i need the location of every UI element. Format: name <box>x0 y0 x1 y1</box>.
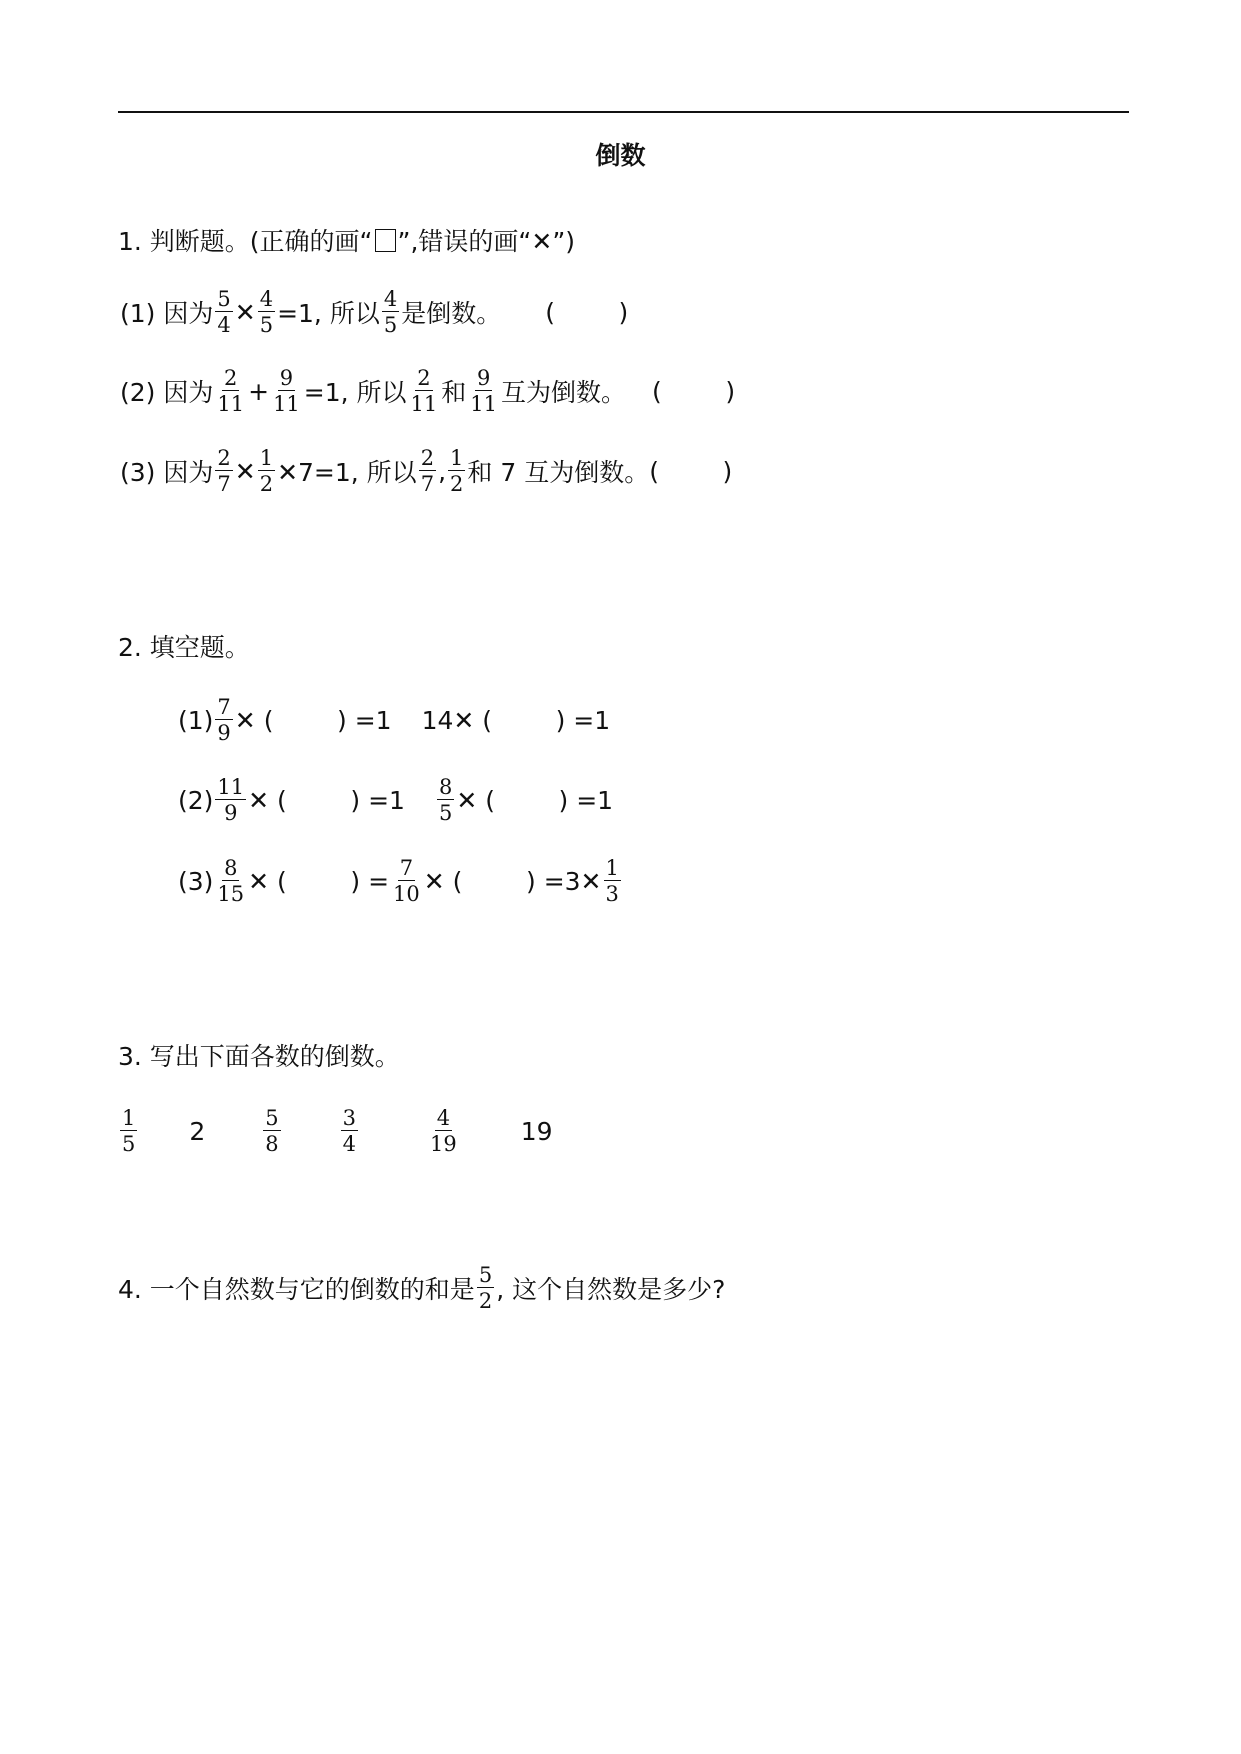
q4-question <box>118 1264 725 1312</box>
q1-header <box>118 222 575 258</box>
fraction: $\frac{11}{9}$ <box>217 775 245 826</box>
fraction: $\frac{8}{15}$ <box>217 856 245 907</box>
fill-blank[interactable]: 14✕ ( ) =1 <box>421 705 611 735</box>
number-item: $\frac{1}{5}$ <box>122 1106 136 1157</box>
q3-number-list <box>118 1107 553 1155</box>
page-title: 倒数 <box>595 141 646 170</box>
operator: ✕ <box>234 297 256 327</box>
q3-header: 3. 写出下面各数的倒数。 <box>118 1042 400 1071</box>
fraction: $\frac{8}{5}$ <box>438 775 453 826</box>
item-label: (2) <box>178 785 214 815</box>
answer-blank[interactable]: ( ) <box>652 376 736 406</box>
fraction: $\frac{2}{7}$ <box>217 446 231 497</box>
fraction: $\frac{2}{7}$ <box>420 446 435 497</box>
fraction: $\frac{5}{4}$ <box>217 287 231 338</box>
q1-header-text: 1. 判断题。(正确的画“ <box>118 227 373 256</box>
item-text: 互为倒数。 <box>501 378 627 408</box>
q1-item-1 <box>120 288 628 336</box>
q4-text-end: , 这个自然数是多少? <box>496 1275 726 1305</box>
q2-header: 2. 填空题。 <box>118 633 250 662</box>
item-text: 和 <box>441 378 467 408</box>
fill-blank[interactable]: ✕ ( ) =1 <box>456 785 614 815</box>
header-rule <box>118 111 1129 113</box>
answer-blank[interactable]: ( ) <box>649 456 733 486</box>
number-item: $\frac{3}{4}$ <box>342 1106 357 1157</box>
fraction: $\frac{2}{11}$ <box>217 366 245 417</box>
number-item: 2 <box>189 1116 206 1146</box>
item-label: (2) 因为 <box>120 378 214 408</box>
q1-header-text-end: ”,错误的画“✕”) <box>397 227 576 256</box>
fraction: $\frac{9}{11}$ <box>273 366 300 417</box>
fraction: $\frac{5}{2}$ <box>478 1263 493 1314</box>
item-text: , <box>438 456 447 486</box>
item-text: =1, 所以 <box>303 378 407 408</box>
answer-blank[interactable]: ( ) <box>545 297 629 327</box>
fraction: $\frac{1}{3}$ <box>605 856 619 907</box>
fraction: $\frac{4}{5}$ <box>259 287 274 338</box>
operator: ✕ <box>234 456 256 486</box>
number-item: $\frac{4}{19}$ <box>430 1106 457 1157</box>
checkbox-symbol <box>375 229 396 252</box>
fraction: $\frac{1}{2}$ <box>259 446 274 497</box>
item-text: =1, 所以 <box>277 299 380 329</box>
fraction: $\frac{7}{9}$ <box>217 695 231 746</box>
fill-blank[interactable]: ✕ ( ) = <box>248 866 390 896</box>
q1-item-2 <box>120 367 735 415</box>
fraction: $\frac{2}{11}$ <box>410 366 438 417</box>
number-item: $\frac{5}{8}$ <box>265 1106 279 1157</box>
item-label: (3) <box>178 866 214 896</box>
operator: + <box>248 376 270 406</box>
q2-item-3 <box>178 857 623 905</box>
number-item: 19 <box>520 1116 553 1146</box>
fill-blank[interactable]: ✕ ( ) =1 <box>234 705 392 735</box>
fraction: $\frac{9}{11}$ <box>470 366 498 417</box>
fill-blank[interactable]: ✕ ( ) =3✕ <box>423 866 602 896</box>
fill-blank[interactable]: ✕ ( ) =1 <box>248 785 405 815</box>
fraction: $\frac{1}{2}$ <box>450 446 464 497</box>
fraction: $\frac{7}{10}$ <box>393 856 420 907</box>
item-label: (1) 因为 <box>120 299 214 329</box>
item-text: 和 7 互为倒数。 <box>467 458 650 488</box>
item-label: (3) 因为 <box>120 458 214 488</box>
item-label: (1) <box>178 705 214 735</box>
q4-text: 4. 一个自然数与它的倒数的和是 <box>118 1275 475 1305</box>
item-text: ✕7=1, 所以 <box>277 458 417 488</box>
item-text: 是倒数。 <box>401 299 502 329</box>
q1-item-3 <box>120 447 732 495</box>
q2-item-1 <box>178 696 610 744</box>
fraction: $\frac{4}{5}$ <box>383 287 398 338</box>
q2-item-2 <box>178 776 613 824</box>
